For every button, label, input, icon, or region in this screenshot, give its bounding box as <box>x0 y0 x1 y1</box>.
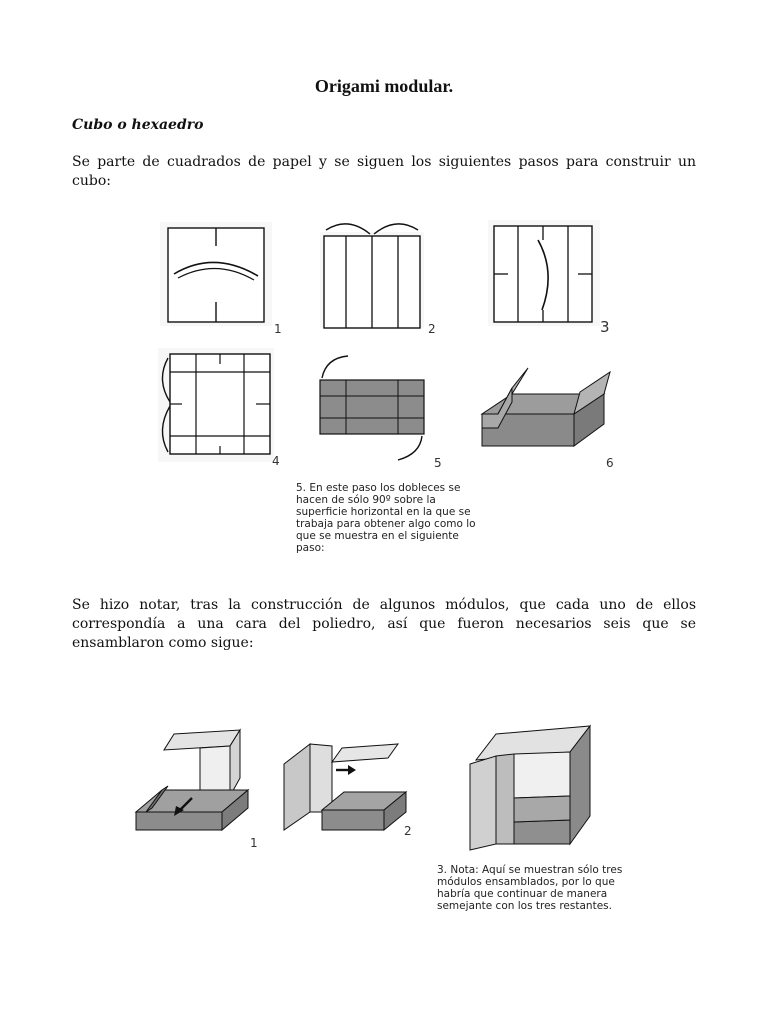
step-2-figure <box>318 216 428 332</box>
step-6-label: 6 <box>606 456 614 470</box>
step-5-figure <box>316 350 432 466</box>
step-5-label: 5 <box>434 456 442 470</box>
page-title: Origami modular. <box>314 76 454 96</box>
assembly-paragraph: Se hizo notar, tras la construcción de algunos módulos, que cada uno de ellos correspondía a una cara del poliedro, así que fueron necesarios seis que se ensamblaron como sigue: <box>72 597 696 651</box>
step-3-figure <box>486 218 602 330</box>
step-2-label: 2 <box>428 322 436 336</box>
assembly-note: 3. Nota: Aquí se muestran sólo tres módulos ensamblados, por lo que habría que continuar de manera semejante con los tres restantes. <box>437 864 623 912</box>
assembly-1-label: 1 <box>250 836 258 850</box>
section-subtitle: Cubo o hexaedro <box>72 117 204 133</box>
intro-paragraph: Se parte de cuadrados de papel y se siguen los siguientes pasos para construir un cubo: <box>72 154 696 189</box>
assembly-1-figure <box>134 726 252 832</box>
step-1-figure <box>158 220 278 332</box>
step-4-label: 4 <box>272 454 280 468</box>
assembly-2-label: 2 <box>404 824 412 838</box>
step-4-figure <box>156 346 276 464</box>
assembly-3-figure <box>466 712 594 852</box>
step-6-figure <box>478 362 610 452</box>
step-5-note: 5. En este paso los dobleces se hacen de sólo 90º sobre la superficie horizontal en la que se trabaja para obtener algo como lo que se muestra en el siguiente paso: <box>296 482 476 554</box>
assembly-2-figure <box>280 740 410 832</box>
step-1-label: 1 <box>274 322 282 336</box>
step-3-label: 3 <box>600 318 610 336</box>
